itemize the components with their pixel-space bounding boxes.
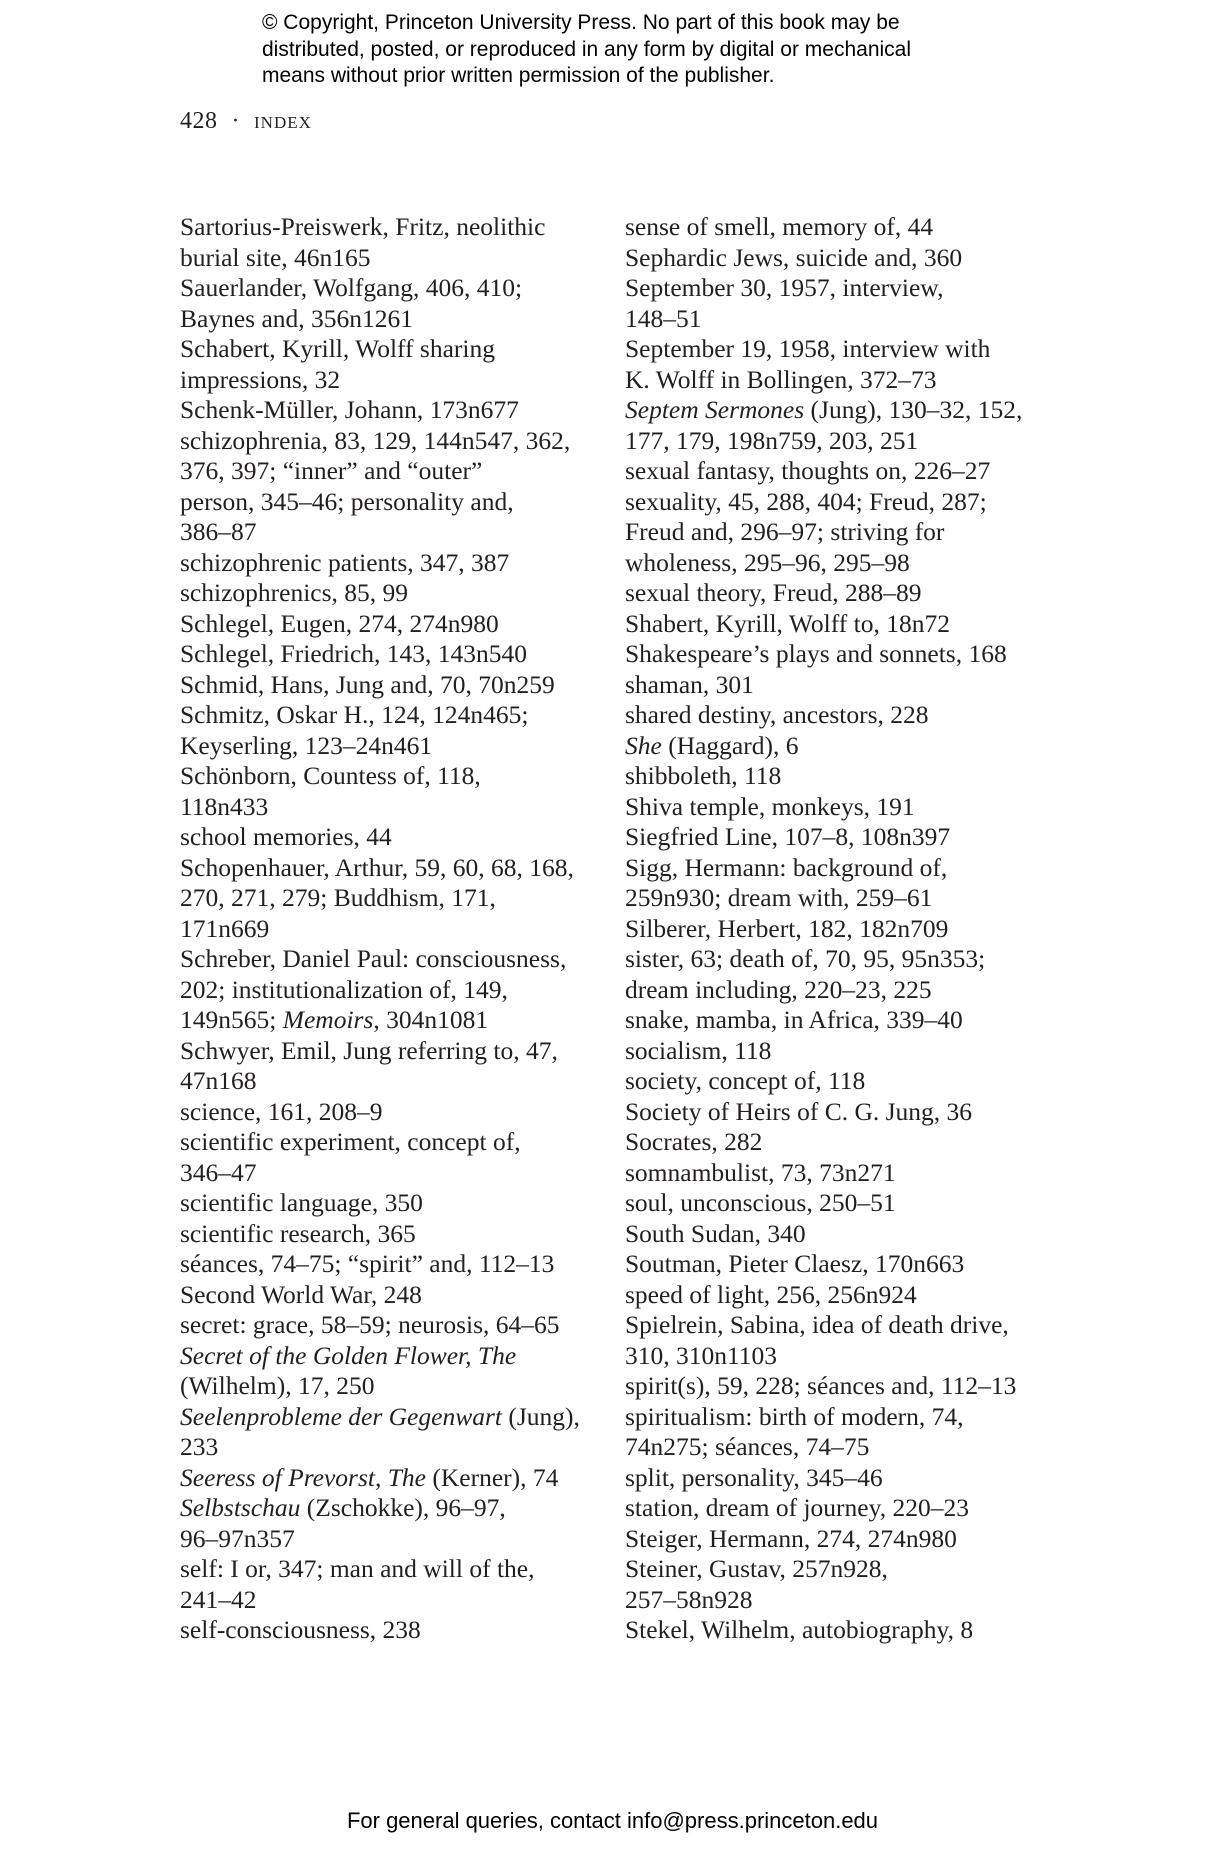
index-entry-line: dream including, 220–23, 225 bbox=[625, 974, 932, 1004]
index-entry bbox=[625, 1066, 1055, 1097]
index-column-left bbox=[180, 212, 605, 1646]
index-entry-line: South Sudan, 340 bbox=[625, 1218, 806, 1248]
index-entry-line: 202; institutionalization of, 149, bbox=[180, 974, 508, 1004]
index-entry bbox=[625, 1493, 1055, 1524]
index-entry-line: schizophrenia, 83, 129, 144n547, 362, bbox=[180, 425, 571, 455]
index-entry bbox=[625, 1310, 1055, 1371]
index-entry-line: Socrates, 282 bbox=[625, 1127, 763, 1156]
index-entry bbox=[180, 395, 605, 426]
index-entry-line: (Wilhelm), 17, 250 bbox=[180, 1371, 375, 1400]
index-entry-line: 259n930; dream with, 259–61 bbox=[625, 883, 933, 912]
index-entry-line: She (Haggard), 6 bbox=[625, 730, 799, 760]
index-entry-line: Freud and, 296–97; striving for bbox=[625, 517, 945, 546]
index-entry-line: Sartorius-Preiswerk, Fritz, neolithic bbox=[180, 212, 546, 241]
index-entry-line: scientific research, 365 bbox=[180, 1218, 416, 1248]
index-entry bbox=[625, 212, 1055, 243]
index-entry-line: 233 bbox=[180, 1432, 219, 1461]
index-entry bbox=[625, 639, 1055, 670]
index-entry bbox=[180, 426, 605, 548]
index-entry-line: K. Wolff in Bollingen, 372–73 bbox=[625, 364, 937, 394]
index-entry bbox=[625, 822, 1055, 853]
index-entry bbox=[625, 731, 1055, 762]
index-entry bbox=[180, 578, 605, 609]
index-entry bbox=[180, 944, 605, 1036]
index-entry-line: scientific experiment, concept of, bbox=[180, 1127, 521, 1156]
index-entry-line: Siegfried Line, 107–8, 108n397 bbox=[625, 822, 951, 851]
index-entry-line: soul, unconscious, 250–51 bbox=[625, 1188, 896, 1217]
page-number: 428 bbox=[180, 108, 218, 134]
index-entry-line: Schwyer, Emil, Jung referring to, 47, bbox=[180, 1035, 558, 1065]
index-entry-line: Seeress of Prevorst, The (Kerner), 74 bbox=[180, 1462, 559, 1492]
copyright-line: distributed, posted, or reproduced in any form by digital or mechanical bbox=[262, 37, 912, 61]
index-entry-line: scientific language, 350 bbox=[180, 1188, 423, 1217]
index-entry-line: self-consciousness, 238 bbox=[180, 1615, 421, 1644]
index-entry-line: society, concept of, 118 bbox=[625, 1066, 866, 1095]
index-entry bbox=[180, 1402, 605, 1463]
index-entry bbox=[625, 853, 1055, 914]
index-entry bbox=[625, 487, 1055, 579]
index-entry-line: 96–97n357 bbox=[180, 1523, 295, 1553]
index-entry-line: 148–51 bbox=[625, 303, 702, 333]
index-entry-line: speed of light, 256, 256n924 bbox=[625, 1279, 917, 1309]
index-entry-line: Selbstschau (Zschokke), 96–97, bbox=[180, 1493, 506, 1522]
index-entry bbox=[625, 1371, 1055, 1402]
index-entry-line: Schlegel, Friedrich, 143, 143n540 bbox=[180, 639, 528, 668]
index-entry bbox=[180, 700, 605, 761]
index-entry-line: self: I or, 347; man and will of the, bbox=[180, 1554, 535, 1583]
index-entry-line: shibboleth, 118 bbox=[625, 761, 782, 790]
index-entry-line: shaman, 301 bbox=[625, 669, 754, 699]
index-entry bbox=[625, 1463, 1055, 1494]
index-entry bbox=[180, 1219, 605, 1250]
index-entry-line: schizophrenics, 85, 99 bbox=[180, 578, 409, 607]
index-entry-line: station, dream of journey, 220–23 bbox=[625, 1493, 969, 1522]
index-entry-line: Secret of the Golden Flower, The bbox=[180, 1340, 517, 1370]
index-entry bbox=[625, 1524, 1055, 1555]
index-entry bbox=[625, 243, 1055, 274]
index-entry-line: Schmid, Hans, Jung and, 70, 70n259 bbox=[180, 669, 555, 699]
index-column-right bbox=[625, 212, 1055, 1646]
index-entry-line: person, 345–46; personality and, bbox=[180, 486, 514, 516]
index-entry-line: split, personality, 345–46 bbox=[625, 1462, 883, 1492]
section-title: index bbox=[254, 108, 312, 134]
index-entry-line: schizophrenic patients, 347, 387 bbox=[180, 547, 510, 577]
index-entry bbox=[180, 761, 605, 822]
index-entry-line: Silberer, Herbert, 182, 182n709 bbox=[625, 913, 949, 943]
index-entry bbox=[625, 670, 1055, 701]
index-entry bbox=[625, 1188, 1055, 1219]
copyright-line: means without prior written permission of the publisher. bbox=[262, 64, 775, 87]
copyright-line: © Copyright, Princeton University Press. No part of this book may be bbox=[262, 11, 900, 34]
index-entry-line: Septem Sermones (Jung), 130–32, 152, bbox=[625, 395, 1023, 424]
index-entry-line: somnambulist, 73, 73n271 bbox=[625, 1157, 896, 1187]
index-entry-line: Steiger, Hermann, 274, 274n980 bbox=[625, 1523, 957, 1553]
index-entry bbox=[625, 334, 1055, 395]
index-entry bbox=[625, 273, 1055, 334]
index-entry-line: Seelenprobleme der Gegenwart (Jung), bbox=[180, 1401, 580, 1431]
index-entry-line: 310, 310n1103 bbox=[625, 1340, 778, 1370]
index-entry bbox=[625, 761, 1055, 792]
index-entry bbox=[180, 609, 605, 640]
footer-contact: For general queries, contact info@press.princeton.edu bbox=[346, 1808, 879, 1833]
index-entry-line: socialism, 118 bbox=[625, 1035, 772, 1065]
index-entry-line: Schlegel, Eugen, 274, 274n980 bbox=[180, 608, 499, 638]
index-entry bbox=[180, 1493, 605, 1554]
index-entry bbox=[625, 1219, 1055, 1250]
index-entry bbox=[180, 1310, 605, 1341]
index-entry bbox=[180, 1036, 605, 1097]
index-entry bbox=[180, 1249, 605, 1280]
index-entry-line: 270, 271, 279; Buddhism, 171, bbox=[180, 883, 496, 912]
index-entry bbox=[180, 1188, 605, 1219]
index-entry bbox=[625, 456, 1055, 487]
index-entry bbox=[180, 639, 605, 670]
index-entry-line: burial site, 46n165 bbox=[180, 242, 371, 272]
index-entry-line: wholeness, 295–96, 295–98 bbox=[625, 547, 910, 577]
index-entry-line: Second World War, 248 bbox=[180, 1279, 422, 1309]
index-entry bbox=[180, 1463, 605, 1494]
index-entry-line: Sigg, Hermann: background of, bbox=[625, 852, 948, 882]
index-entry bbox=[180, 1341, 605, 1402]
index-entry-line: shared destiny, ancestors, 228 bbox=[625, 700, 929, 729]
index-entry-line: 257–58n928 bbox=[625, 1584, 753, 1614]
index-entry bbox=[625, 792, 1055, 823]
index-entry bbox=[625, 1127, 1055, 1158]
index-entry-line: 376, 397; “inner” and “outer” bbox=[180, 456, 483, 485]
index-entry bbox=[180, 334, 605, 395]
index-entry-line: sexuality, 45, 288, 404; Freud, 287; bbox=[625, 486, 987, 516]
index-entry-line: September 30, 1957, interview, bbox=[625, 273, 944, 302]
index-entry bbox=[180, 670, 605, 701]
header-separator: · bbox=[231, 108, 240, 134]
index-entry bbox=[625, 914, 1055, 945]
index-entry bbox=[180, 1127, 605, 1188]
index-entry-line: 346–47 bbox=[180, 1157, 257, 1187]
index-entry bbox=[625, 1158, 1055, 1189]
index-entry-line: Keyserling, 123–24n461 bbox=[180, 730, 433, 760]
index-entry bbox=[180, 212, 605, 273]
index-entry bbox=[625, 1280, 1055, 1311]
index-entry-line: school memories, 44 bbox=[180, 822, 392, 851]
index-entry bbox=[625, 944, 1055, 1005]
index-entry-line: Baynes and, 356n1261 bbox=[180, 303, 414, 333]
index-entry-line: sense of smell, memory of, 44 bbox=[625, 212, 934, 241]
index-entry-line: Steiner, Gustav, 257n928, bbox=[625, 1554, 888, 1583]
index-entry-line: Schabert, Kyrill, Wolff sharing bbox=[180, 334, 495, 363]
index-entry-line: Society of Heirs of C. G. Jung, 36 bbox=[625, 1096, 973, 1126]
index-entry-line: snake, mamba, in Africa, 339–40 bbox=[625, 1005, 963, 1034]
index-entry bbox=[625, 578, 1055, 609]
index-entry-line: 171n669 bbox=[180, 913, 270, 943]
index-entry-line: September 19, 1958, interview with bbox=[625, 334, 991, 363]
index-entry bbox=[625, 1615, 1055, 1646]
index-entry bbox=[180, 273, 605, 334]
index-entry bbox=[625, 1097, 1055, 1128]
index-entry-line: 47n168 bbox=[180, 1066, 257, 1095]
index-entry-line: Shakespeare’s plays and sonnets, 168 bbox=[625, 639, 1007, 668]
index-entry-line: 149n565; Memoirs, 304n1081 bbox=[180, 1005, 489, 1034]
index-entry-line: spirit(s), 59, 228; séances and, 112–13 bbox=[625, 1371, 1017, 1400]
index-entry bbox=[625, 609, 1055, 640]
index-entry bbox=[625, 1554, 1055, 1615]
index-entry bbox=[625, 1005, 1055, 1036]
index-entry-line: science, 161, 208–9 bbox=[180, 1096, 383, 1126]
index-entry-line: sister, 63; death of, 70, 95, 95n353; bbox=[625, 944, 986, 973]
index-entry-line: Schmitz, Oskar H., 124, 124n465; bbox=[180, 700, 529, 729]
index-entry bbox=[180, 1097, 605, 1128]
index-entry-line: impressions, 32 bbox=[180, 364, 341, 394]
running-head bbox=[180, 108, 312, 135]
index-entry-line: 74n275; séances, 74–75 bbox=[625, 1432, 870, 1461]
index-entry bbox=[625, 1036, 1055, 1067]
index-entry-line: Shiva temple, monkeys, 191 bbox=[625, 791, 915, 821]
index-entry bbox=[180, 1554, 605, 1615]
index-entry-line: Spielrein, Sabina, idea of death drive, bbox=[625, 1310, 1009, 1339]
index-entry bbox=[180, 1615, 605, 1646]
index-entry-line: séances, 74–75; “spirit” and, 112–13 bbox=[180, 1249, 555, 1278]
index-entry-line: Schreber, Daniel Paul: consciousness, bbox=[180, 944, 567, 973]
index-entry-line: 386–87 bbox=[180, 517, 257, 546]
index-entry-line: Schenk-Müller, Johann, 173n677 bbox=[180, 395, 519, 424]
index-entry bbox=[180, 1280, 605, 1311]
index-entry-line: Schönborn, Countess of, 118, bbox=[180, 761, 481, 790]
index-entry bbox=[180, 853, 605, 945]
index-entry bbox=[625, 395, 1055, 456]
index-entry bbox=[625, 700, 1055, 731]
index-entry-line: spiritualism: birth of modern, 74, bbox=[625, 1401, 964, 1431]
index-entry-line: 241–42 bbox=[180, 1584, 257, 1614]
index-entry-line: Schopenhauer, Arthur, 59, 60, 68, 168, bbox=[180, 852, 574, 882]
index-entry bbox=[625, 1249, 1055, 1280]
index-entry-line: Soutman, Pieter Claesz, 170n663 bbox=[625, 1249, 965, 1278]
index-entry-line: 177, 179, 198n759, 203, 251 bbox=[625, 425, 919, 455]
index-entry-line: secret: grace, 58–59; neurosis, 64–65 bbox=[180, 1310, 560, 1339]
index-entry-line: 118n433 bbox=[180, 791, 269, 821]
copyright-notice bbox=[262, 10, 982, 90]
index-entry-line: Shabert, Kyrill, Wolff to, 18n72 bbox=[625, 608, 950, 638]
index-entry-line: Stekel, Wilhelm, autobiography, 8 bbox=[625, 1615, 974, 1644]
index-entry bbox=[180, 548, 605, 579]
index-entry bbox=[180, 822, 605, 853]
index-entry-line: sexual theory, Freud, 288–89 bbox=[625, 578, 922, 607]
index-entry-line: Sauerlander, Wolfgang, 406, 410; bbox=[180, 273, 523, 302]
index-entry-line: Sephardic Jews, suicide and, 360 bbox=[625, 242, 963, 272]
index-entry bbox=[625, 1402, 1055, 1463]
index-entry-line: sexual fantasy, thoughts on, 226–27 bbox=[625, 456, 991, 485]
